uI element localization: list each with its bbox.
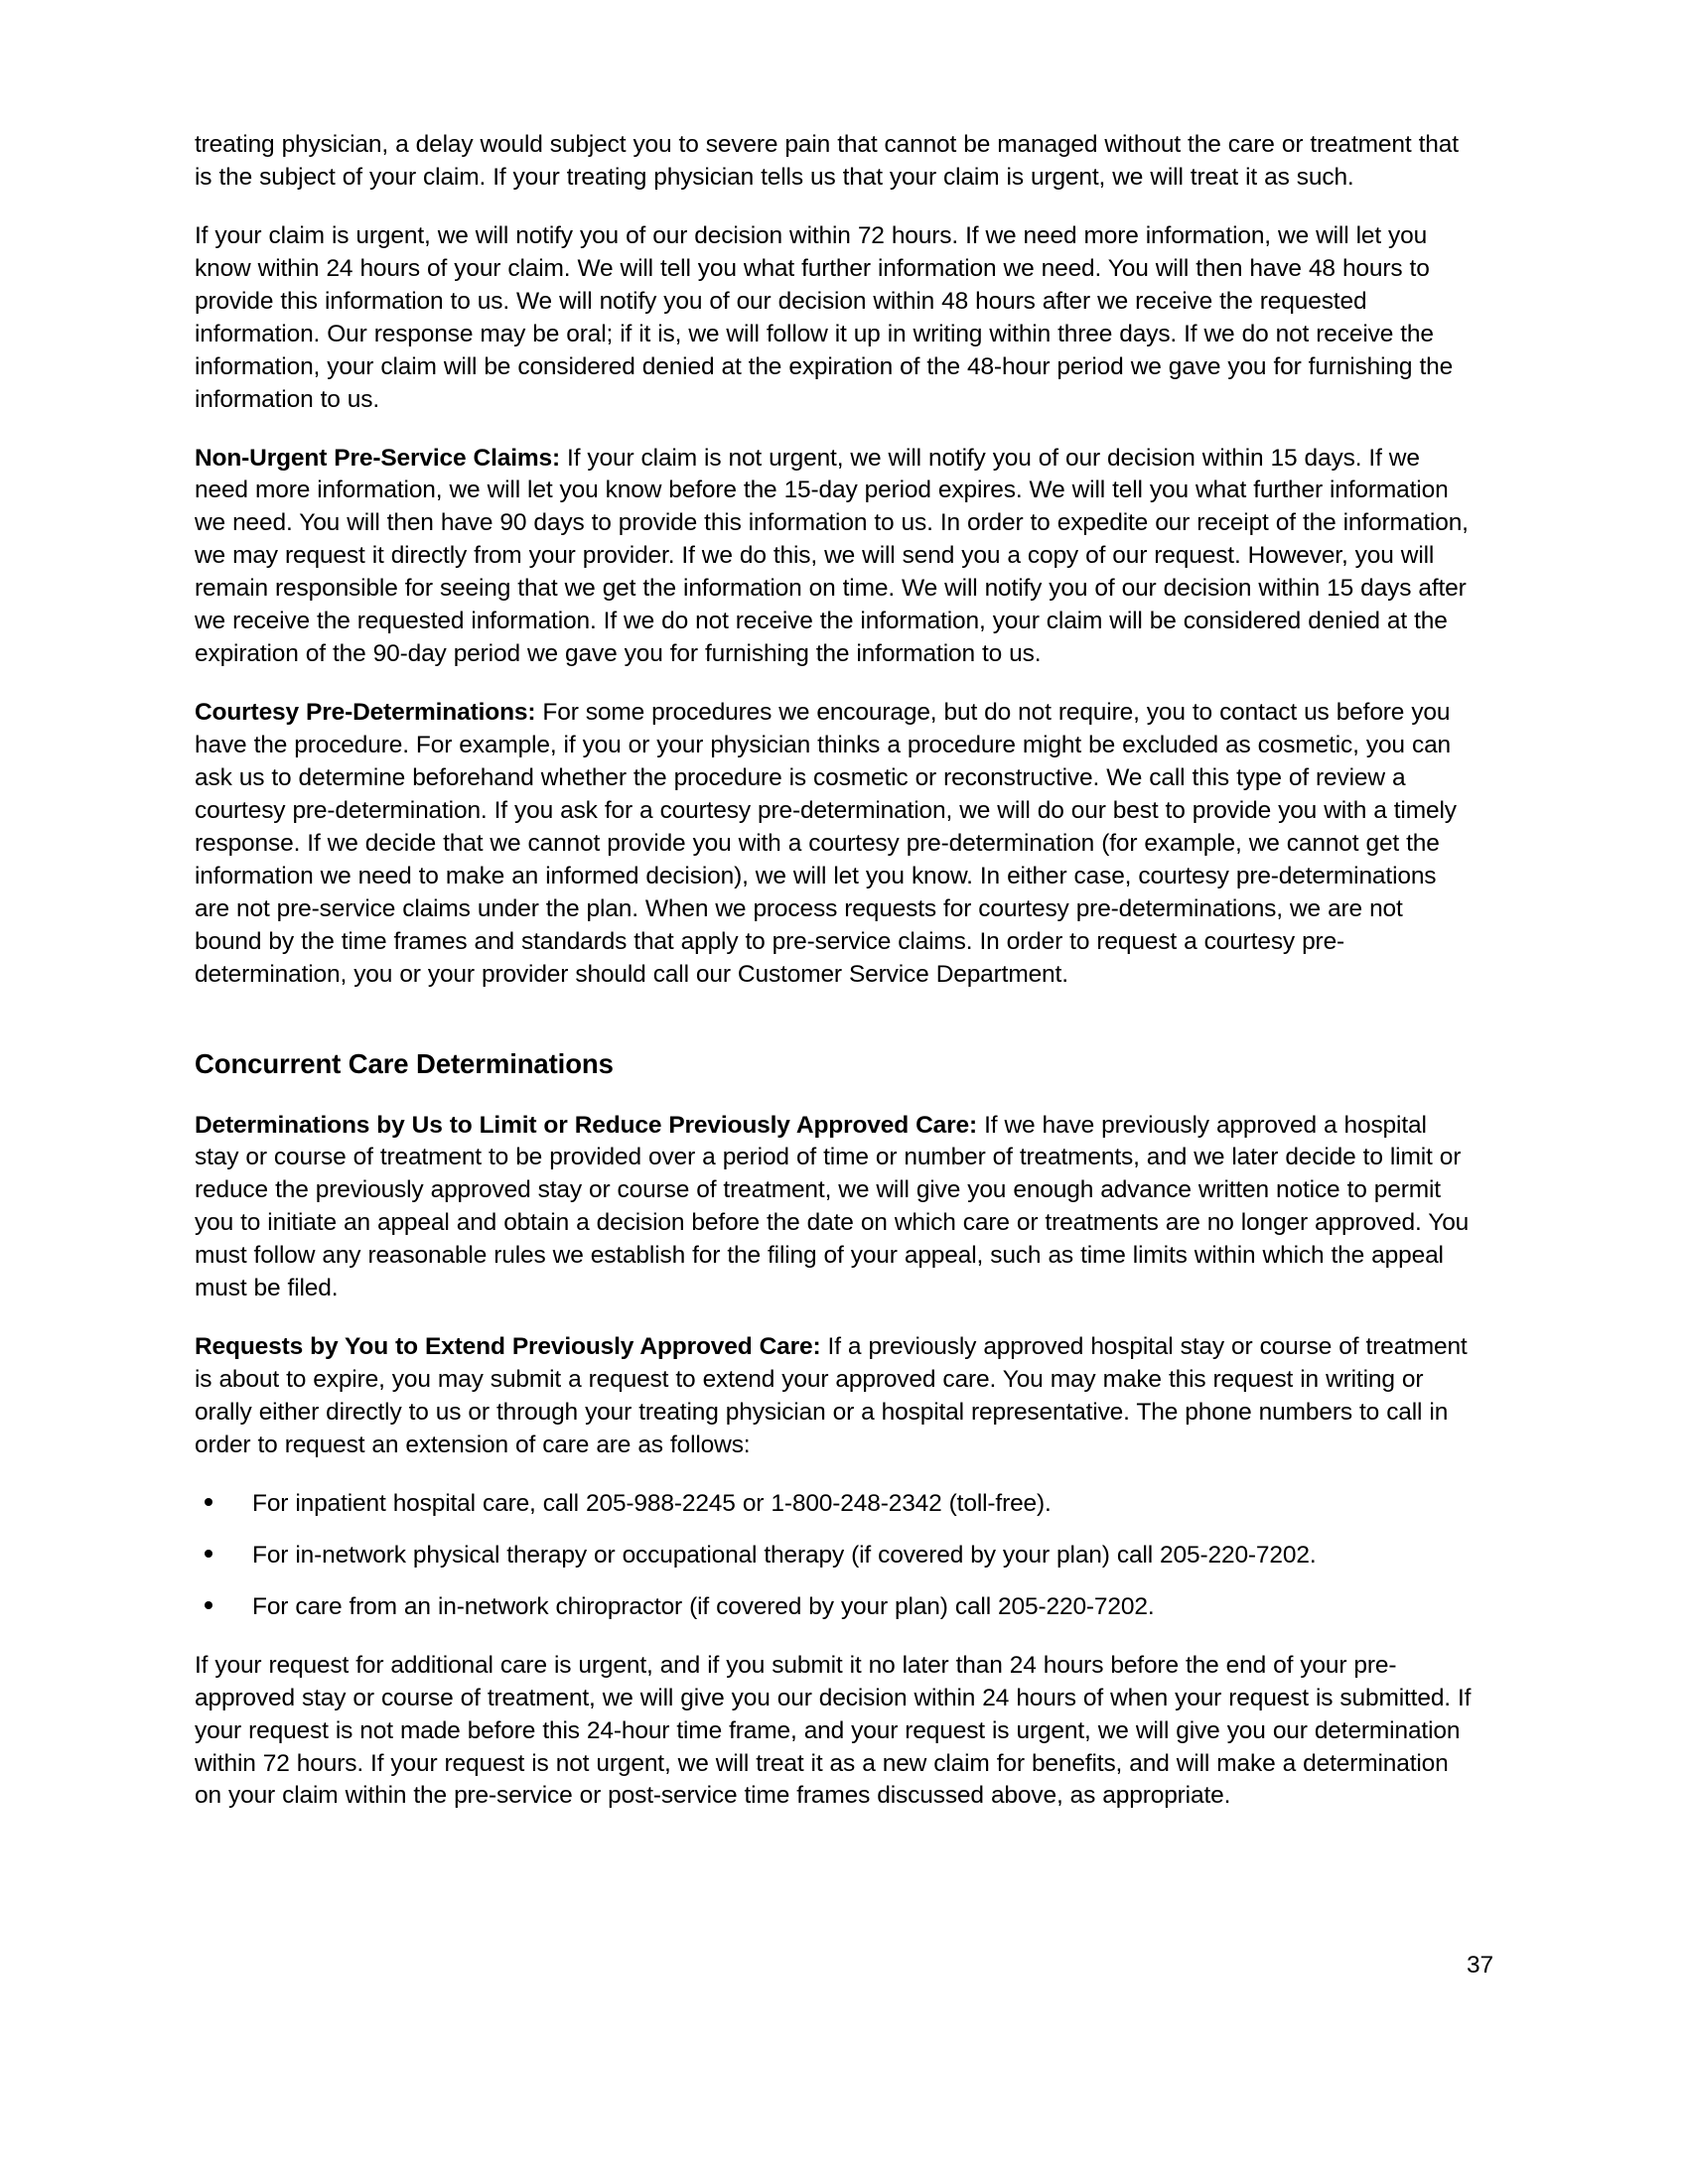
body-text-limit-reduce: If we have previously approved a hospital stay or course of treatment to be provided over a period of time or number of treatments, and we later decide to limit or reduce the previously approved stay or course of treatment, we will give you enough advance written notice to permit you to initiate an appeal and obtain a decision before the date on which care or treatments are no longer approved. You must follow any reasonable rules we establish for the filing of your appeal, such as time limits within which the appeal must be filed. xyxy=(195,1111,1470,1302)
bullet-dot-icon xyxy=(205,1550,212,1558)
bullet-dot-icon xyxy=(205,1601,212,1609)
run-in-heading-extend-requests: Requests by You to Extend Previously Approved Care: xyxy=(195,1333,821,1361)
list-item xyxy=(195,1540,1474,1572)
paragraph-courtesy-pre-determinations xyxy=(195,697,1474,991)
paragraph-urgent-claim-timeline: If your claim is urgent, we will notify you of our decision within 72 hours. If we need more information, we will let you know within 24 hours of your claim. We will tell you what further information we need. You will then have 48 hours to provide this information to us. We will notify you of our decision within 48 hours after we receive the requested information. Our response may be oral; if it is, we will follow it up in writing within three days. If we do not receive the information, your claim will be considered denied at the expiration of the 48-hour period we gave you for furnishing the information to us. xyxy=(195,221,1454,413)
body-text-courtesy: For some procedures we encourage, but do not require, you to contact us before you have the procedure. For example, if you or your physician thinks a procedure might be excluded as cosmetic, you can ask us to determine beforehand whether the procedure is cosmetic or reconstructive. We call this type of review a courtesy pre-determination. If you ask for a courtesy pre-determination, we will do our best to provide you with a timely response. If we decide that we cannot provide you with a courtesy pre-determination (for example, we cannot get the information we need to make an informed decision), we will let you know. In either case, courtesy pre-determinations are not pre-service claims under the plan. When we process requests for courtesy pre-determinations, we are not bound by the time frames and standards that apply to pre-service claims. In order to request a courtesy pre-determination, you or your provider should call our Customer Service Department. xyxy=(195,699,1457,988)
page-number: 37 xyxy=(1466,1952,1493,1979)
section-heading-block xyxy=(195,1047,1474,1080)
bullet-dot-icon xyxy=(205,1498,212,1506)
list-item-label: For care from an in-network chiropractor (if covered by your plan) call 205-220-7202. xyxy=(252,1592,1155,1620)
run-in-heading-courtesy: Courtesy Pre-Determinations: xyxy=(195,699,536,727)
paragraph-urgent-pain-continuation: treating physician, a delay would subject you to severe pain that cannot be managed without the care or treatment that is the subject of your claim. If your treating physician tells us that your claim is urgent, we will treat it as such. xyxy=(195,131,1459,191)
paragraph-requests-to-extend-approved-care xyxy=(195,1331,1474,1462)
page-content xyxy=(195,129,1474,1839)
list-item-label: For in-network physical therapy or occupational therapy (if covered by your plan) call 205-220-7202. xyxy=(252,1541,1317,1569)
list-item-label: For inpatient hospital care, call 205-988-2245 or 1-800-248-2342 (toll-free). xyxy=(252,1489,1052,1517)
section-heading-concurrent-care: Concurrent Care Determinations xyxy=(195,1047,614,1079)
run-in-heading-non-urgent: Non-Urgent Pre-Service Claims: xyxy=(195,444,560,472)
phone-number-list xyxy=(195,1488,1474,1624)
list-item xyxy=(195,1488,1474,1521)
run-in-heading-limit-reduce: Determinations by Us to Limit or Reduce Previously Approved Care: xyxy=(195,1111,978,1139)
paragraph-non-urgent-pre-service-claims xyxy=(195,443,1474,672)
paragraph-urgent-additional-care-request: If your request for additional care is urgent, and if you submit it no later than 24 hours before the end of your pre-approved stay or course of treatment, we will give you our decision within 24 hours of when your request is submitted. If your request is not made before this 24-hour time frame, and your request is urgent, we will give you our determination within 72 hours. If your request is not urgent, we will treat it as a new claim for benefits, and will make a determination on your claim within the pre-service or post-service time frames discussed above, as appropriate. xyxy=(195,1651,1472,1810)
list-item xyxy=(195,1591,1474,1624)
body-text-extend-requests: If a previously approved hospital stay or course of treatment is about to expire, you may submit a request to extend your approved care. You may make this request in writing or orally either directly to us or through your treating physician or a hospital representative. The phone numbers to call in order to request an extension of care are as follows: xyxy=(195,1333,1468,1458)
body-text-non-urgent: If your claim is not urgent, we will notify you of our decision within 15 days. If we need more information, we will let you know before the 15-day period expires. We will tell you what further information we need. You will then have 90 days to provide this information to us. In order to expedite our receipt of the information, we may request it directly from your provider. If we do this, we will send you a copy of our request. However, you will remain responsible for seeing that we get the information on time. We will notify you of our decision within 15 days after we receive the requested information. If we do not receive the information, your claim will be considered denied at the expiration of the 90-day period we gave you for furnishing the information to us. xyxy=(195,444,1469,668)
paragraph-limit-or-reduce-approved-care xyxy=(195,1110,1474,1306)
